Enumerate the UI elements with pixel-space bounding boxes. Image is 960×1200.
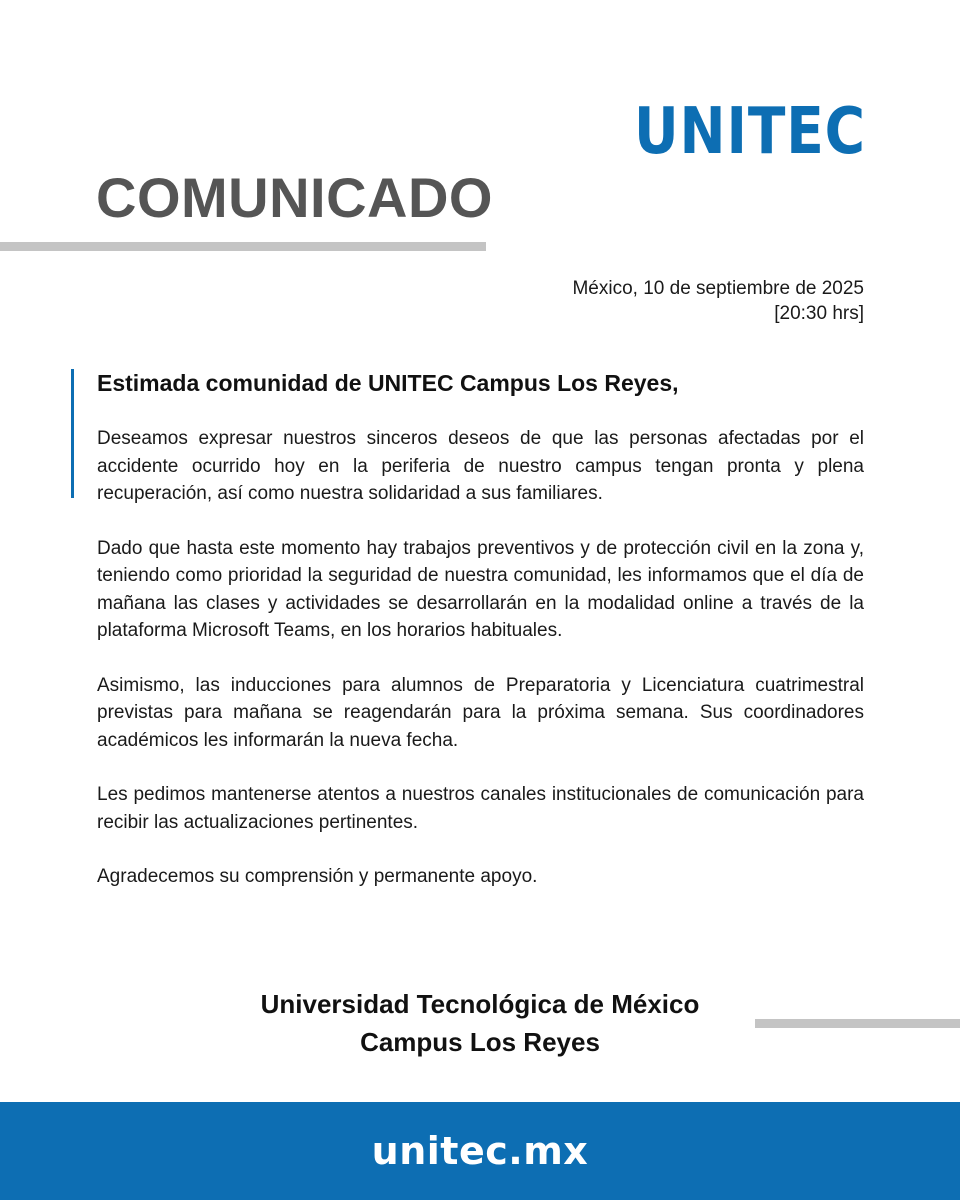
paragraph: Dado que hasta este momento hay trabajos preventivos y de protección civil en la zona y, teniendo como prioridad la seguridad de nuestra comunidad, les informamos que el día de mañana las clases y actividades se desarrollarán en la modalidad online a través de la plataforma Microsoft Teams, en los horarios habituales. [97,537,864,641]
paragraph: Agradecemos su comprensión y permanente apoyo. [97,866,538,887]
signature-institution: Universidad Tecnológica de México [260,989,700,1019]
title-divider [0,242,486,251]
signature-divider [755,1019,960,1028]
paragraph: Les pedimos mantenerse atentos a nuestros canales institucionales de comunicación para recibir las actualizaciones pertinentes. [97,784,864,833]
signature-campus: Campus Los Reyes [360,1027,600,1057]
paragraph: Asimismo, las inducciones para alumnos de Preparatoria y Licenciatura cuatrimestral previstas para mañana se reagendarán para la próxima semana. Sus coordinadores académicos les informarán la nueva fecha. [97,674,864,751]
date-text: México, 10 de septiembre de 2025 [572,278,864,299]
letter-body [97,368,864,918]
time-text: [20:30 hrs] [774,303,864,324]
dateline [572,276,864,326]
footer-bar [0,1102,960,1200]
paragraph: Deseamos expresar nuestros sinceros deseos de que las personas afectadas por el accidente ocurrido hoy en la periferia de nuestro campus tengan pronta y plena recuperación, así como nuestra solidaridad a sus familiares. [97,428,864,504]
unitec-logo: UNITEC [634,95,866,169]
accent-bar [71,369,74,498]
page-title: COMUNICADO [96,166,493,229]
salutation: Estimada comunidad de UNITEC Campus Los Reyes, [97,370,679,396]
website-link[interactable]: unitec.mx [371,1129,589,1173]
